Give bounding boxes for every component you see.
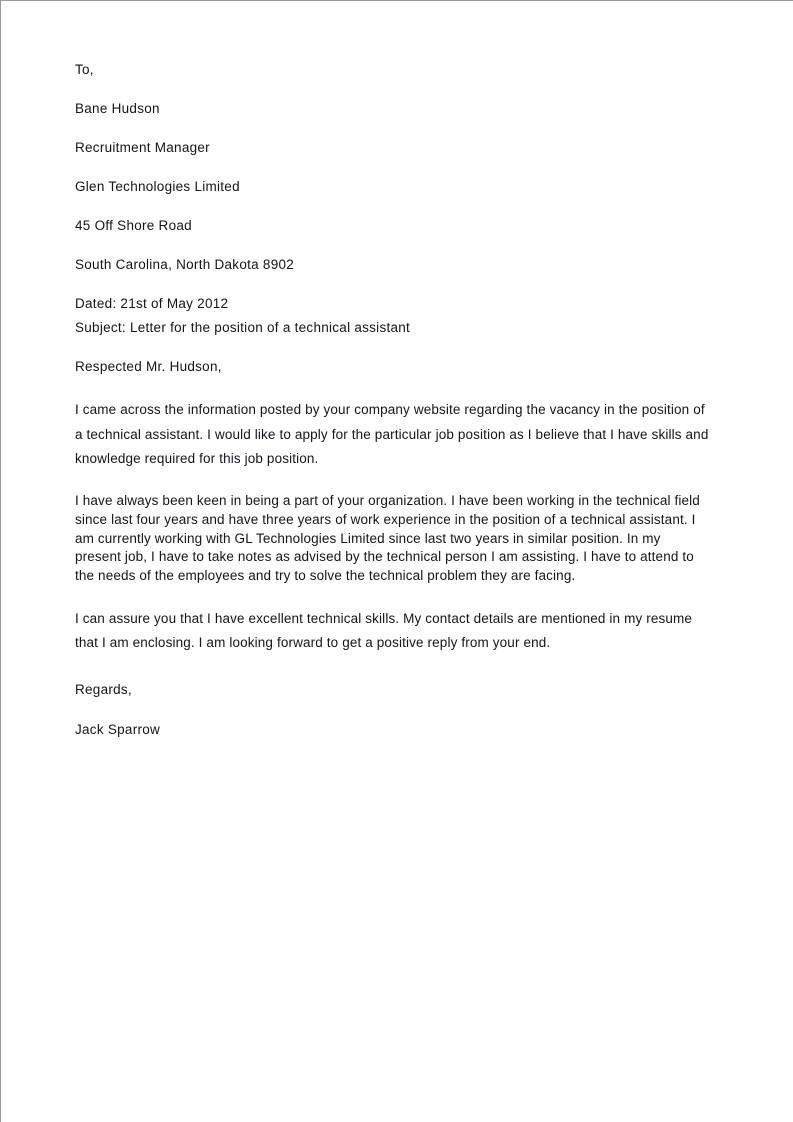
body-paragraph-2: I have always been keen in being a part of your organization. I have been working in the technical field since last four years and have three years of work experience in the position of a technical assistant. I am currently working with GL Technologies Limited since last two years in similar position. In my present job, I have to take notes as advised by the technical person I am assisting. I have to attend to the needs of the employees and try to solve the technical problem they are facing. (75, 493, 700, 583)
letter-date: Dated: 21st of May 2012 (75, 296, 229, 311)
letter-salutation: Respected Mr. Hudson, (75, 358, 222, 374)
recipient-address-block (75, 63, 709, 272)
recipient-to-label: To, (75, 62, 94, 77)
recipient-city-state-zip: South Carolina, North Dakota 8902 (75, 257, 295, 272)
letter-meta-block (75, 297, 709, 335)
body-paragraph-3: I can assure you that I have excellent technical skills. My contact details are mentioned in my resume that I am enclosing. I am looking forward to get a positive reply from your end. (75, 610, 693, 651)
letter-signature: Jack Sparrow (75, 721, 161, 737)
recipient-job-title: Recruitment Manager (75, 140, 210, 155)
recipient-name: Bane Hudson (75, 101, 160, 116)
letter-body (75, 63, 709, 736)
letter-closing: Regards, (75, 682, 132, 698)
letter-subject: Subject: Letter for the position of a technical assistant (75, 320, 411, 335)
body-paragraph-1: I came across the information posted by your company website regarding the vacancy in the position of a technical assistant. I would like to apply for the particular job position as I believe that I have skills and knowledge required for this job position. (75, 402, 709, 467)
recipient-street: 45 Off Shore Road (75, 218, 192, 233)
recipient-company: Glen Technologies Limited (75, 179, 240, 194)
